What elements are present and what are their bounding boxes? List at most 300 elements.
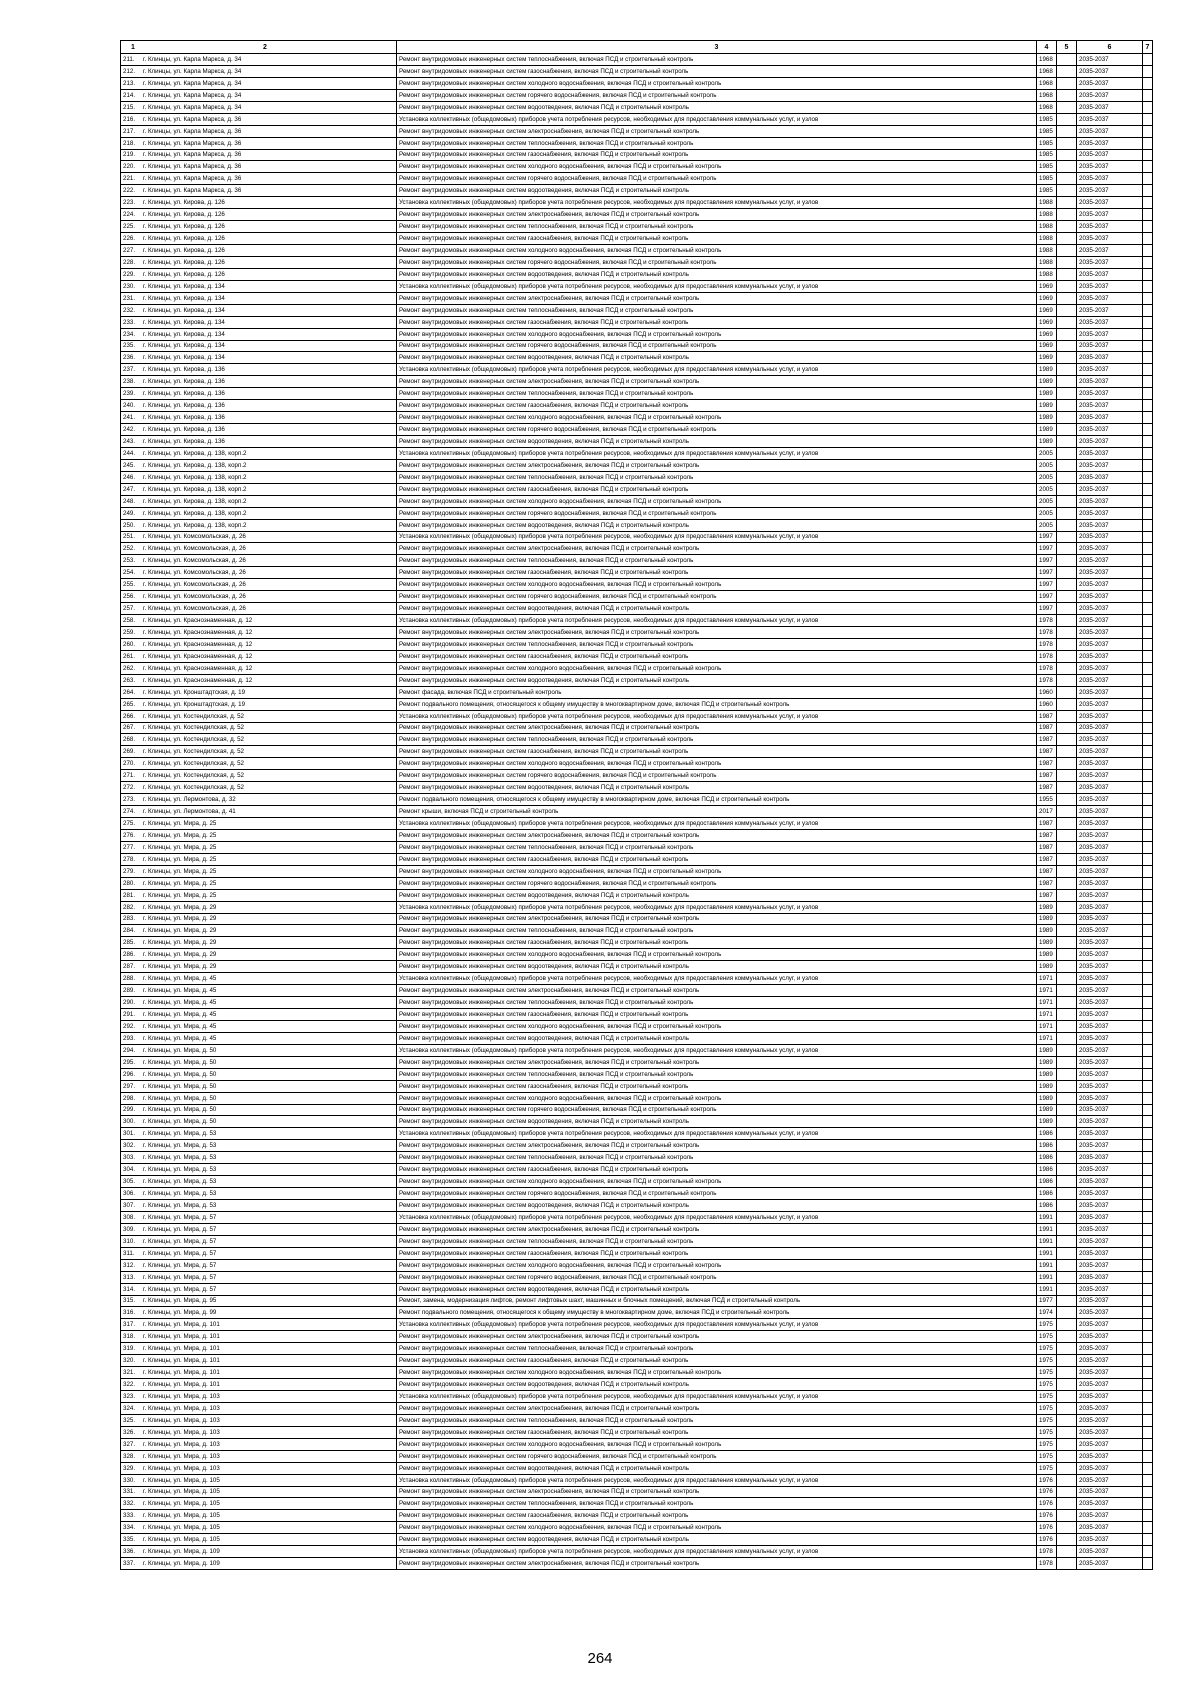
row-number: 329. — [123, 1464, 136, 1472]
commissioning-year: 1985 — [1037, 161, 1057, 173]
empty-cell — [1143, 388, 1153, 400]
table-row — [121, 1128, 1153, 1140]
commissioning-year: 1989 — [1037, 1080, 1057, 1092]
planned-period: 2035-2037 — [1077, 985, 1143, 997]
empty-cell — [1057, 1164, 1077, 1176]
address: г. Клинцы, ул. Комсомольская, д. 26 — [143, 569, 246, 577]
address: г. Клинцы, ул. Комсомольская, д. 26 — [143, 545, 246, 553]
table-row — [121, 913, 1153, 925]
table-row — [121, 185, 1153, 197]
table-row — [121, 1032, 1153, 1044]
row-number: 290. — [123, 999, 136, 1007]
empty-cell — [1057, 1450, 1077, 1462]
row-number: 264. — [123, 688, 136, 696]
row-number: 230. — [123, 282, 136, 290]
commissioning-year: 1986 — [1037, 1128, 1057, 1140]
planned-period: 2035-2037 — [1077, 328, 1143, 340]
table-row — [121, 1474, 1153, 1486]
row-number: 330. — [123, 1476, 136, 1484]
row-number: 278. — [123, 855, 136, 863]
empty-cell — [1057, 1080, 1077, 1092]
commissioning-year: 1969 — [1037, 352, 1057, 364]
address: г. Клинцы, ул. Карла Маркса, д. 36 — [143, 127, 242, 135]
planned-period: 2035-2037 — [1077, 1164, 1143, 1176]
cell-number-address — [121, 1247, 397, 1259]
work-description: Ремонт внутридомовых инженерных систем газоснабжения, включая ПСД и строительный контроль — [397, 316, 1037, 328]
work-description: Ремонт крыши, включая ПСД и строительный контроль — [397, 806, 1037, 818]
cell-number-address — [121, 638, 397, 650]
commissioning-year: 1986 — [1037, 1152, 1057, 1164]
work-description: Ремонт внутридомовых инженерных систем электроснабжения, включая ПСД и строительный контроль — [397, 1056, 1037, 1068]
empty-cell — [1057, 1259, 1077, 1271]
cell-number-address — [121, 340, 397, 352]
row-number: 266. — [123, 712, 136, 720]
address: г. Клинцы, ул. Кирова, д. 138, корп.2 — [143, 509, 247, 517]
address: г. Клинцы, ул. Костендилская, д. 52 — [143, 760, 244, 768]
row-number: 268. — [123, 736, 136, 744]
row-number: 257. — [123, 605, 136, 613]
table-row — [121, 1116, 1153, 1128]
address: г. Клинцы, ул. Кирова, д. 136 — [143, 366, 225, 374]
table-row — [121, 292, 1153, 304]
address: г. Клинцы, ул. Мира, д. 101 — [143, 1345, 220, 1353]
empty-cell — [1143, 340, 1153, 352]
planned-period: 2035-2037 — [1077, 1438, 1143, 1450]
planned-period: 2035-2037 — [1077, 113, 1143, 125]
table-row — [121, 877, 1153, 889]
empty-cell — [1057, 1271, 1077, 1283]
address: г. Клинцы, ул. Краснознаменная, д. 12 — [143, 652, 253, 660]
table-row — [121, 328, 1153, 340]
row-number: 216. — [123, 115, 136, 123]
planned-period: 2035-2037 — [1077, 1498, 1143, 1510]
row-number: 224. — [123, 211, 136, 219]
row-number: 273. — [123, 796, 136, 804]
cell-number-address — [121, 949, 397, 961]
row-number: 241. — [123, 414, 136, 422]
empty-cell — [1143, 889, 1153, 901]
cell-number-address — [121, 627, 397, 639]
work-description: Ремонт внутридомовых инженерных систем электроснабжения, включая ПСД и строительный контроль — [397, 1331, 1037, 1343]
empty-cell — [1143, 1235, 1153, 1247]
empty-cell — [1057, 937, 1077, 949]
address: г. Клинцы, ул. Мира, д. 25 — [143, 867, 217, 875]
row-number: 263. — [123, 676, 136, 684]
address: г. Клинцы, ул. Мира, д. 105 — [143, 1500, 220, 1508]
planned-period: 2035-2037 — [1077, 1486, 1143, 1498]
empty-cell — [1143, 424, 1153, 436]
cell-number-address — [121, 1414, 397, 1426]
row-number: 242. — [123, 426, 136, 434]
cell-number-address — [121, 245, 397, 257]
row-number: 336. — [123, 1548, 136, 1556]
empty-cell — [1057, 54, 1077, 66]
table-row — [121, 925, 1153, 937]
empty-cell — [1143, 662, 1153, 674]
address: г. Клинцы, ул. Мира, д. 53 — [143, 1201, 217, 1209]
work-description: Ремонт внутридомовых инженерных систем холодного водоснабжения, включая ПСД и строительный контроль — [397, 77, 1037, 89]
address: г. Клинцы, ул. Карла Маркса, д. 36 — [143, 175, 242, 183]
cell-number-address — [121, 483, 397, 495]
address: г. Клинцы, ул. Краснознаменная, д. 12 — [143, 617, 253, 625]
empty-cell — [1143, 853, 1153, 865]
cell-number-address — [121, 1271, 397, 1283]
empty-cell — [1057, 447, 1077, 459]
work-description: Ремонт внутридомовых инженерных систем холодного водоснабжения, включая ПСД и строительный контроль — [397, 1367, 1037, 1379]
row-number: 250. — [123, 521, 136, 529]
cell-number-address — [121, 1558, 397, 1570]
cell-number-address — [121, 280, 397, 292]
planned-period: 2035-2037 — [1077, 638, 1143, 650]
table-row — [121, 101, 1153, 113]
address: г. Клинцы, ул. Кирова, д. 138, корп.2 — [143, 485, 247, 493]
row-number: 277. — [123, 843, 136, 851]
empty-cell — [1143, 1319, 1153, 1331]
empty-cell — [1143, 1379, 1153, 1391]
table-row — [121, 1271, 1153, 1283]
cell-number-address — [121, 1211, 397, 1223]
work-description: Ремонт внутридомовых инженерных систем водоотведения, включая ПСД и строительный контроль — [397, 782, 1037, 794]
planned-period: 2035-2037 — [1077, 782, 1143, 794]
address: г. Клинцы, ул. Мира, д. 57 — [143, 1285, 217, 1293]
work-description: Ремонт внутридомовых инженерных систем холодного водоснабжения, включая ПСД и строительный контроль — [397, 161, 1037, 173]
planned-period: 2035-2037 — [1077, 400, 1143, 412]
work-description: Ремонт внутридомовых инженерных систем водоотведения, включая ПСД и строительный контроль — [397, 1200, 1037, 1212]
table-row — [121, 89, 1153, 101]
work-description: Ремонт внутридомовых инженерных систем водоотведения, включая ПСД и строительный контроль — [397, 352, 1037, 364]
table-row — [121, 985, 1153, 997]
row-number: 252. — [123, 545, 136, 553]
empty-cell — [1143, 1164, 1153, 1176]
header-col-3: 3 — [397, 41, 1037, 54]
work-description: Ремонт внутридомовых инженерных систем газоснабжения, включая ПСД и строительный контроль — [397, 567, 1037, 579]
empty-cell — [1143, 591, 1153, 603]
table-row — [121, 1438, 1153, 1450]
table-row — [121, 650, 1153, 662]
work-description: Ремонт внутридомовых инженерных систем холодного водоснабжения, включая ПСД и строительный контроль — [397, 1438, 1037, 1450]
empty-cell — [1057, 1319, 1077, 1331]
row-number: 302. — [123, 1142, 136, 1150]
commissioning-year: 1988 — [1037, 268, 1057, 280]
empty-cell — [1057, 1009, 1077, 1021]
planned-period: 2035-2037 — [1077, 1176, 1143, 1188]
commissioning-year: 1969 — [1037, 304, 1057, 316]
cell-number-address — [121, 806, 397, 818]
work-description: Ремонт внутридомовых инженерных систем газоснабжения, включая ПСД и строительный контроль — [397, 1510, 1037, 1522]
empty-cell — [1057, 567, 1077, 579]
cell-number-address — [121, 447, 397, 459]
table-row — [121, 424, 1153, 436]
cell-number-address — [121, 1044, 397, 1056]
cell-number-address — [121, 268, 397, 280]
table-row — [121, 889, 1153, 901]
row-number: 272. — [123, 784, 136, 792]
table-row — [121, 674, 1153, 686]
empty-cell — [1057, 734, 1077, 746]
empty-cell — [1057, 650, 1077, 662]
empty-cell — [1057, 877, 1077, 889]
empty-cell — [1143, 1152, 1153, 1164]
empty-cell — [1057, 424, 1077, 436]
empty-cell — [1143, 1068, 1153, 1080]
planned-period: 2035-2037 — [1077, 973, 1143, 985]
planned-period: 2035-2037 — [1077, 710, 1143, 722]
empty-cell — [1143, 185, 1153, 197]
row-number: 237. — [123, 366, 136, 374]
planned-period: 2035-2037 — [1077, 376, 1143, 388]
commissioning-year: 1989 — [1037, 424, 1057, 436]
planned-period: 2035-2037 — [1077, 567, 1143, 579]
work-description: Ремонт внутридомовых инженерных систем холодного водоснабжения, включая ПСД и строительный контроль — [397, 1092, 1037, 1104]
row-number: 248. — [123, 497, 136, 505]
work-description: Ремонт внутридомовых инженерных систем газоснабжения, включая ПСД и строительный контроль — [397, 1355, 1037, 1367]
table-row — [121, 758, 1153, 770]
empty-cell — [1143, 746, 1153, 758]
cell-number-address — [121, 54, 397, 66]
table-row — [121, 770, 1153, 782]
header-col-5: 5 — [1057, 41, 1077, 54]
work-description: Установка коллективных (общедомовых) приборов учета потребления ресурсов, необходимых для предоставления коммунальных услуг, и узлов — [397, 364, 1037, 376]
work-description: Ремонт внутридомовых инженерных систем теплоснабжения, включая ПСД и строительный контроль — [397, 304, 1037, 316]
planned-period: 2035-2037 — [1077, 1295, 1143, 1307]
work-description: Ремонт внутридомовых инженерных систем электроснабжения, включая ПСД и строительный контроль — [397, 1558, 1037, 1570]
planned-period: 2035-2037 — [1077, 662, 1143, 674]
work-description: Ремонт внутридомовых инженерных систем газоснабжения, включая ПСД и строительный контроль — [397, 937, 1037, 949]
empty-cell — [1143, 1247, 1153, 1259]
commissioning-year: 1969 — [1037, 280, 1057, 292]
address: г. Клинцы, ул. Мира, д. 99 — [143, 1309, 217, 1317]
work-description: Ремонт внутридомовых инженерных систем холодного водоснабжения, включая ПСД и строительный контроль — [397, 412, 1037, 424]
commissioning-year: 2005 — [1037, 495, 1057, 507]
empty-cell — [1143, 579, 1153, 591]
cell-number-address — [121, 1032, 397, 1044]
commissioning-year: 1975 — [1037, 1438, 1057, 1450]
commissioning-year: 1991 — [1037, 1283, 1057, 1295]
cell-number-address — [121, 865, 397, 877]
empty-cell — [1057, 1522, 1077, 1534]
planned-period: 2035-2037 — [1077, 1271, 1143, 1283]
work-description: Установка коллективных (общедомовых) приборов учета потребления ресурсов, необходимых для предоставления коммунальных услуг, и узлов — [397, 973, 1037, 985]
empty-cell — [1057, 925, 1077, 937]
work-description: Ремонт внутридомовых инженерных систем теплоснабжения, включая ПСД и строительный контроль — [397, 1152, 1037, 1164]
planned-period: 2035-2037 — [1077, 280, 1143, 292]
commissioning-year: 2005 — [1037, 471, 1057, 483]
work-description: Ремонт внутридомовых инженерных систем холодного водоснабжения, включая ПСД и строительный контроль — [397, 245, 1037, 257]
empty-cell — [1143, 770, 1153, 782]
address: г. Клинцы, ул. Мира, д. 57 — [143, 1249, 217, 1257]
planned-period: 2035-2037 — [1077, 770, 1143, 782]
cell-number-address — [121, 531, 397, 543]
table-row — [121, 316, 1153, 328]
planned-period: 2035-2037 — [1077, 173, 1143, 185]
cell-number-address — [121, 1307, 397, 1319]
table-row — [121, 1235, 1153, 1247]
row-number: 304. — [123, 1166, 136, 1174]
commissioning-year: 1989 — [1037, 376, 1057, 388]
empty-cell — [1143, 901, 1153, 913]
row-number: 292. — [123, 1022, 136, 1030]
row-number: 214. — [123, 91, 136, 99]
cell-number-address — [121, 1235, 397, 1247]
work-description: Ремонт внутридомовых инженерных систем горячего водоснабжения, включая ПСД и строительный контроль — [397, 1104, 1037, 1116]
empty-cell — [1057, 316, 1077, 328]
planned-period: 2035-2037 — [1077, 1128, 1143, 1140]
planned-period: 2035-2037 — [1077, 1319, 1143, 1331]
cell-number-address — [121, 1056, 397, 1068]
work-description: Ремонт внутридомовых инженерных систем холодного водоснабжения, включая ПСД и строительный контроль — [397, 1522, 1037, 1534]
planned-period: 2035-2037 — [1077, 292, 1143, 304]
work-description: Ремонт внутридомовых инженерных систем водоотведения, включая ПСД и строительный контроль — [397, 268, 1037, 280]
address: г. Клинцы, ул. Карла Маркса, д. 36 — [143, 151, 242, 159]
commissioning-year: 1978 — [1037, 615, 1057, 627]
planned-period: 2035-2037 — [1077, 483, 1143, 495]
row-number: 296. — [123, 1070, 136, 1078]
address: г. Клинцы, ул. Кирова, д. 138, корп.2 — [143, 521, 247, 529]
empty-cell — [1057, 364, 1077, 376]
table-row — [121, 1367, 1153, 1379]
commissioning-year: 1988 — [1037, 245, 1057, 257]
empty-cell — [1057, 245, 1077, 257]
empty-cell — [1143, 65, 1153, 77]
empty-cell — [1143, 376, 1153, 388]
work-description: Ремонт внутридомовых инженерных систем горячего водоснабжения, включая ПСД и строительный контроль — [397, 877, 1037, 889]
empty-cell — [1057, 221, 1077, 233]
work-description: Ремонт внутридомовых инженерных систем водоотведения, включая ПСД и строительный контроль — [397, 603, 1037, 615]
commissioning-year: 1988 — [1037, 233, 1057, 245]
planned-period: 2035-2037 — [1077, 1211, 1143, 1223]
commissioning-year: 1991 — [1037, 1211, 1057, 1223]
table-header — [121, 41, 1153, 54]
commissioning-year: 1997 — [1037, 603, 1057, 615]
work-description: Ремонт подвального помещения, относящегося к общему имуществу в многоквартирном доме, включая ПСД и строительный контроль — [397, 1307, 1037, 1319]
work-description: Ремонт внутридомовых инженерных систем холодного водоснабжения, включая ПСД и строительный контроль — [397, 1020, 1037, 1032]
address: г. Клинцы, ул. Мира, д. 103 — [143, 1392, 220, 1400]
table-row — [121, 1176, 1153, 1188]
planned-period: 2035-2037 — [1077, 1080, 1143, 1092]
row-number: 282. — [123, 903, 136, 911]
empty-cell — [1057, 1534, 1077, 1546]
row-number: 221. — [123, 175, 136, 183]
commissioning-year: 1989 — [1037, 1116, 1057, 1128]
row-number: 244. — [123, 449, 136, 457]
empty-cell — [1143, 698, 1153, 710]
address: г. Клинцы, ул. Мира, д. 105 — [143, 1476, 220, 1484]
work-description: Ремонт внутридомовых инженерных систем электроснабжения, включая ПСД и строительный контроль — [397, 292, 1037, 304]
cell-number-address — [121, 1188, 397, 1200]
work-description: Ремонт внутридомовых инженерных систем холодного водоснабжения, включая ПСД и строительный контроль — [397, 495, 1037, 507]
work-description: Установка коллективных (общедомовых) приборов учета потребления ресурсов, необходимых для предоставления коммунальных услуг, и узлов — [397, 531, 1037, 543]
cell-number-address — [121, 1128, 397, 1140]
table-row — [121, 973, 1153, 985]
table-row — [121, 1414, 1153, 1426]
planned-period: 2035-2037 — [1077, 1379, 1143, 1391]
empty-cell — [1057, 149, 1077, 161]
address: г. Клинцы, ул. Кирова, д. 134 — [143, 306, 225, 314]
empty-cell — [1057, 1152, 1077, 1164]
empty-cell — [1143, 1546, 1153, 1558]
commissioning-year: 1955 — [1037, 794, 1057, 806]
empty-cell — [1143, 77, 1153, 89]
address: г. Клинцы, ул. Мира, д. 53 — [143, 1190, 217, 1198]
cell-number-address — [121, 495, 397, 507]
work-description: Установка коллективных (общедомовых) приборов учета потребления ресурсов, необходимых для предоставления коммунальных услуг, и узлов — [397, 901, 1037, 913]
cell-number-address — [121, 400, 397, 412]
empty-cell — [1057, 806, 1077, 818]
commissioning-year: 1975 — [1037, 1319, 1057, 1331]
empty-cell — [1143, 949, 1153, 961]
empty-cell — [1057, 782, 1077, 794]
planned-period: 2035-2037 — [1077, 1474, 1143, 1486]
address: г. Клинцы, ул. Кирова, д. 134 — [143, 354, 225, 362]
empty-cell — [1143, 1295, 1153, 1307]
cell-number-address — [121, 543, 397, 555]
header-col-1-2 — [121, 41, 397, 54]
cell-number-address — [121, 471, 397, 483]
work-description: Установка коллективных (общедомовых) приборов учета потребления ресурсов, необходимых для предоставления коммунальных услуг, и узлов — [397, 710, 1037, 722]
empty-cell — [1143, 1498, 1153, 1510]
row-number: 271. — [123, 772, 136, 780]
cell-number-address — [121, 209, 397, 221]
work-description: Ремонт внутридомовых инженерных систем водоотведения, включая ПСД и строительный контроль — [397, 436, 1037, 448]
table-row — [121, 340, 1153, 352]
empty-cell — [1143, 829, 1153, 841]
empty-cell — [1057, 889, 1077, 901]
empty-cell — [1057, 638, 1077, 650]
cell-number-address — [121, 1534, 397, 1546]
row-number: 226. — [123, 235, 136, 243]
empty-cell — [1143, 1438, 1153, 1450]
empty-cell — [1143, 1307, 1153, 1319]
work-description: Установка коллективных (общедомовых) приборов учета потребления ресурсов, необходимых для предоставления коммунальных услуг, и узлов — [397, 1319, 1037, 1331]
row-number: 215. — [123, 103, 136, 111]
address: г. Клинцы, ул. Комсомольская, д. 26 — [143, 605, 246, 613]
empty-cell — [1057, 1223, 1077, 1235]
empty-cell — [1143, 352, 1153, 364]
planned-period: 2035-2037 — [1077, 1367, 1143, 1379]
address: г. Клинцы, ул. Мира, д. 29 — [143, 903, 217, 911]
address: г. Клинцы, ул. Мира, д. 109 — [143, 1560, 220, 1568]
cell-number-address — [121, 1331, 397, 1343]
work-description: Ремонт внутридомовых инженерных систем электроснабжения, включая ПСД и строительный контроль — [397, 913, 1037, 925]
work-description: Установка коллективных (общедомовых) приборов учета потребления ресурсов, необходимых для предоставления коммунальных услуг, и узлов — [397, 615, 1037, 627]
table-row — [121, 1379, 1153, 1391]
table-row — [121, 400, 1153, 412]
planned-period: 2035-2037 — [1077, 424, 1143, 436]
commissioning-year: 1988 — [1037, 197, 1057, 209]
planned-period: 2035-2037 — [1077, 806, 1143, 818]
empty-cell — [1143, 841, 1153, 853]
commissioning-year: 1978 — [1037, 1558, 1057, 1570]
table-row — [121, 376, 1153, 388]
empty-cell — [1057, 1462, 1077, 1474]
planned-period: 2035-2037 — [1077, 1068, 1143, 1080]
work-description: Ремонт внутридомовых инженерных систем теплоснабжения, включая ПСД и строительный контроль — [397, 925, 1037, 937]
empty-cell — [1143, 1104, 1153, 1116]
cell-number-address — [121, 185, 397, 197]
row-number: 231. — [123, 294, 136, 302]
table-row — [121, 603, 1153, 615]
commissioning-year: 1969 — [1037, 292, 1057, 304]
table-row — [121, 1223, 1153, 1235]
empty-cell — [1057, 1343, 1077, 1355]
cell-number-address — [121, 603, 397, 615]
work-description: Ремонт внутридомовых инженерных систем водоотведения, включая ПСД и строительный контроль — [397, 674, 1037, 686]
row-number: 245. — [123, 461, 136, 469]
cell-number-address — [121, 65, 397, 77]
commissioning-year: 1971 — [1037, 985, 1057, 997]
cell-number-address — [121, 149, 397, 161]
table-row — [121, 1522, 1153, 1534]
